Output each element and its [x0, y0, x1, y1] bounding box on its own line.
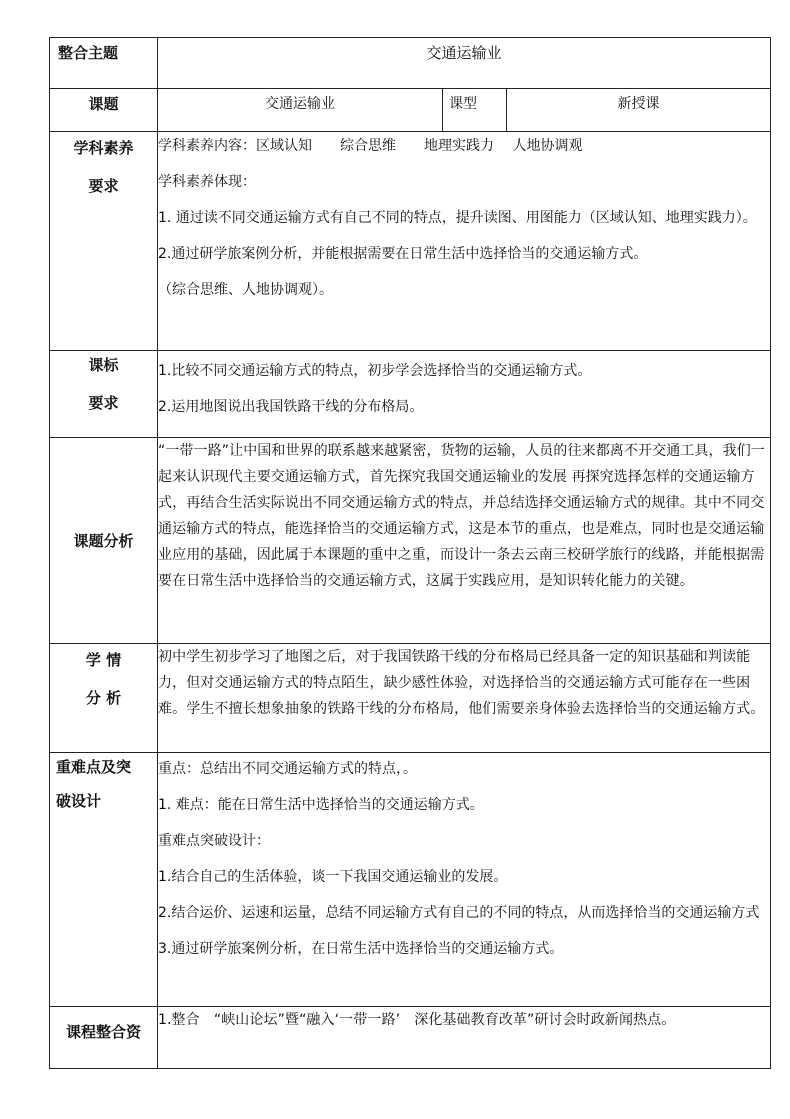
- literacy-line: 2.通过研学旅案例分析，并能根据需要在日常生活中选择恰当的交通运输方式。: [158, 246, 648, 262]
- learner-text: 初中学生初步学习了地图之后，对于我国铁路干线的分布格局已经具备一定的知识基础和判读能力，但对交通运输方式的特点陌生，缺少感性体验，对选择恰当的交通运输方式可能存在一些困难。学生不擅长想象抽象的铁路干线的分布格局，他们需要亲身体验去选择恰当的交通运输方式。: [158, 649, 765, 717]
- keypoints-label-line1: 重难点及突: [56, 758, 132, 776]
- analysis-content-cell: [158, 438, 771, 644]
- topic-label: 课题: [88, 95, 119, 113]
- analysis-label-cell: [50, 438, 158, 644]
- learner-content-cell: [158, 644, 771, 753]
- resources-label: 课程整合资: [65, 1023, 141, 1041]
- literacy-label-line2: 要求: [88, 177, 119, 195]
- standard-line: 1.比较不同交通运输方式的特点，初步学会选择恰当的交通运输方式。: [158, 363, 592, 379]
- literacy-row: [50, 132, 771, 351]
- type-value-cell: [507, 89, 771, 132]
- theme-value-cell: [158, 38, 771, 89]
- analysis-row: [50, 438, 771, 644]
- keypoints-line: 1. 难点：能在日常生活中选择恰当的交通运输方式。: [158, 797, 484, 813]
- keypoints-label-line2: 破设计: [56, 792, 102, 810]
- keypoints-row: [50, 753, 771, 1007]
- type-value: 新授课: [617, 96, 660, 112]
- theme-value: 交通运输业: [426, 44, 502, 62]
- resources-row: [50, 1007, 771, 1069]
- literacy-line: 学科素养体现：: [158, 174, 256, 190]
- analysis-text: “一带一路”让中国和世界的联系越来越紧密，货物的运输，人员的往来都离不开交通工具，我们一起来认识现代主要交通运输方式，首先探究我国交通运输业的发展 再探究选择怎样的交通运输方式，再结合生活实际说出不同交通运输方式的特点，并总结选择交通运输方式的规律。其中不同交通运输方式的特点，能选择恰当的交通运输方式，这是本节的重点，也是难点，同时也是交通运输业应用的基础，因此属于本课题的重中之重，而设计一条去云南三校研学旅行的线路，并能根据需要在日常生活中选择恰当的交通运输方式，这属于实践应用，是知识转化能力的关键。: [158, 443, 765, 589]
- theme-label-cell: [50, 38, 158, 89]
- keypoints-line: 3.通过研学旅案例分析，在日常生活中选择恰当的交通运输方式。: [158, 941, 564, 957]
- resources-content-cell: [158, 1007, 771, 1069]
- resources-text: 1.整合 “峡山论坛”暨“融入‘一带一路’ 深化基础教育改革”研讨会时政新闻热点。: [158, 1012, 676, 1028]
- theme-label: 整合主题: [58, 44, 119, 62]
- literacy-line: 1. 通过读不同交通运输方式有自己不同的特点，提升读图、用图能力（区域认知、地理实践力）。: [158, 210, 757, 226]
- keypoints-line: 重难点突破设计：: [158, 833, 270, 849]
- topic-row: [50, 89, 771, 132]
- standard-content-cell: [158, 351, 771, 438]
- keypoints-content-cell: [158, 753, 771, 1007]
- topic-value-cell: [158, 89, 443, 132]
- analysis-label: 课题分析: [73, 532, 134, 550]
- learner-label-line1: 学 情: [85, 651, 122, 669]
- learner-label-line2: 分 析: [85, 689, 122, 707]
- literacy-line: 学科素养内容：区域认知 综合思维 地理实践力 人地协调观: [158, 138, 583, 154]
- learner-row: [50, 644, 771, 753]
- standard-label-line1: 课标: [88, 356, 119, 374]
- standard-row: [50, 351, 771, 438]
- standard-label-line2: 要求: [88, 394, 119, 412]
- standard-line: 2.运用地图说出我国铁路干线的分布格局。: [158, 399, 424, 415]
- standard-label-cell: [50, 351, 158, 438]
- topic-label-cell: [50, 89, 158, 132]
- literacy-content-cell: [158, 132, 771, 351]
- type-label: 课型: [449, 96, 477, 112]
- keypoints-line: 2.结合运价、运速和运量，总结不同运输方式有自己的不同的特点，从而选择恰当的交通运输方式: [158, 905, 760, 921]
- keypoints-label-cell: [50, 753, 158, 1007]
- keypoints-line: 1.结合自己的生活体验，谈一下我国交通运输业的发展。: [158, 869, 508, 885]
- topic-value: 交通运输业: [265, 96, 335, 112]
- literacy-line: （综合思维、人地协调观）。: [158, 282, 333, 298]
- learner-label-cell: [50, 644, 158, 753]
- lesson-plan-table: [49, 37, 771, 1069]
- keypoints-line: 重点：总结出不同交通运输方式的特点，。: [158, 761, 417, 777]
- type-label-cell: [443, 89, 507, 132]
- theme-row: [50, 38, 771, 89]
- resources-label-cell: [50, 1007, 158, 1069]
- literacy-label-cell: [50, 132, 158, 351]
- literacy-label-line1: 学科素养: [73, 139, 134, 157]
